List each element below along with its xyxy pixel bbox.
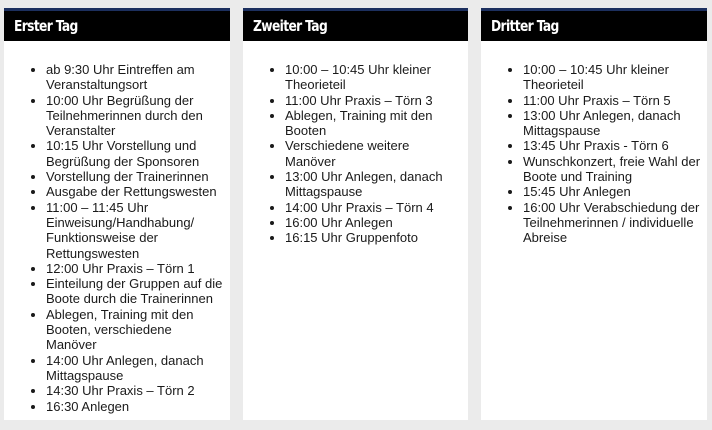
- panel-title: Erster Tag: [14, 17, 78, 35]
- list-item: • 14:30 Uhr Praxis – Törn 2: [46, 383, 224, 398]
- day-panel-erster-tag: [4, 8, 230, 420]
- day-panel-dritter-tag: [481, 8, 707, 420]
- panel-title: Zweiter Tag: [253, 17, 328, 35]
- list-item: • 14:00 Uhr Anlegen, danach Mittagspause: [46, 353, 224, 384]
- schedule-list: [243, 41, 468, 246]
- schedule-list: [481, 41, 707, 246]
- list-item: • 16:15 Uhr Gruppenfoto: [285, 230, 462, 245]
- list-item: • Ablegen, Training mit den Booten: [285, 108, 462, 139]
- schedule-list: [4, 41, 230, 414]
- list-item: • 11:00 Uhr Praxis – Törn 5: [523, 93, 701, 108]
- list-item: • 10:00 – 10:45 Uhr kleiner Theorieteil: [285, 62, 462, 93]
- list-item: • Verschiedene weitere Manöver: [285, 138, 462, 169]
- panel-body: [481, 41, 707, 246]
- list-item: • Ablegen, Training mit den Booten, verschiedene Manöver: [46, 307, 224, 353]
- list-item: • 10:15 Uhr Vorstellung und Begrüßung der Sponsoren: [46, 138, 224, 169]
- list-item: • 11:00 – 11:45 Uhr Einweisung/Handhabung/ Funktionsweise der Rettungswesten: [46, 200, 224, 261]
- panel-header: [243, 8, 468, 41]
- list-item: • 13:45 Uhr Praxis - Törn 6: [523, 138, 701, 153]
- list-item: • 10:00 Uhr Begrüßung der Teilnehmerinnen durch den Veranstalter: [46, 93, 224, 139]
- list-item: • 16:30 Anlegen: [46, 399, 224, 414]
- list-item: • 14:00 Uhr Praxis – Törn 4: [285, 200, 462, 215]
- list-item: • 12:00 Uhr Praxis – Törn 1: [46, 261, 224, 276]
- list-item: • 15:45 Uhr Anlegen: [523, 184, 701, 199]
- list-item: • 16:00 Uhr Verabschiedung der Teilnehmerinnen / individuelle Abreise: [523, 200, 701, 246]
- list-item: • Wunschkonzert, freie Wahl der Boote und Training: [523, 154, 701, 185]
- list-item: • ab 9:30 Uhr Eintreffen am Veranstaltungsort: [46, 62, 224, 93]
- list-item: • 13:00 Uhr Anlegen, danach Mittagspause: [285, 169, 462, 200]
- list-item: • Vorstellung der Trainerinnen: [46, 169, 224, 184]
- panel-header: [481, 8, 707, 41]
- list-item: • Ausgabe der Rettungswesten: [46, 184, 224, 199]
- list-item: • Einteilung der Gruppen auf die Boote durch die Trainerinnen: [46, 276, 224, 307]
- list-item: • 10:00 – 10:45 Uhr kleiner Theorieteil: [523, 62, 701, 93]
- day-panel-zweiter-tag: [243, 8, 468, 420]
- panel-body: [243, 41, 468, 246]
- list-item: • 11:00 Uhr Praxis – Törn 3: [285, 93, 462, 108]
- panel-title: Dritter Tag: [491, 17, 559, 35]
- list-item: • 13:00 Uhr Anlegen, danach Mittagspause: [523, 108, 701, 139]
- panel-body: [4, 41, 230, 414]
- panel-header: [4, 8, 230, 41]
- list-item: • 16:00 Uhr Anlegen: [285, 215, 462, 230]
